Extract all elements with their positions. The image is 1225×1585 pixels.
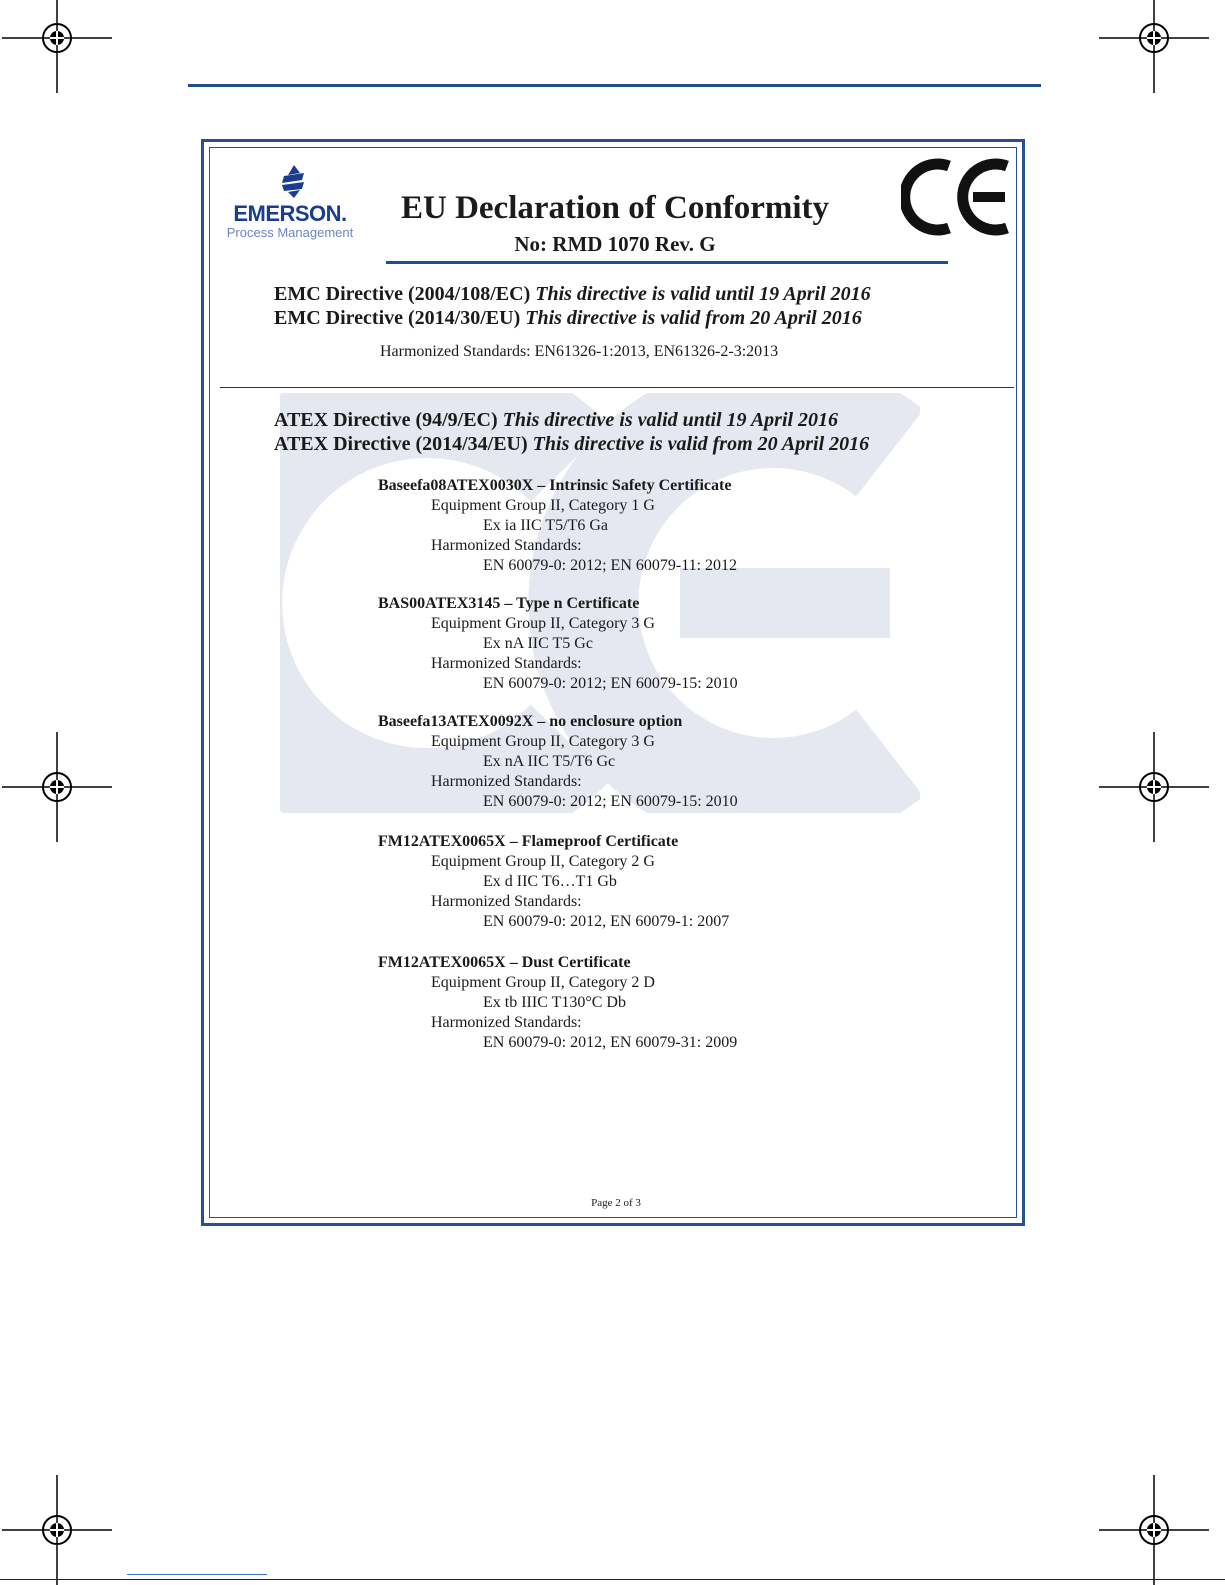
equipment-group: Equipment Group II, Category 1 G: [431, 497, 655, 514]
equipment-group: Equipment Group II, Category 2 D: [431, 974, 655, 991]
registration-mark-icon: [2, 0, 112, 93]
title-rule: [386, 261, 948, 264]
emc-directive-line-1: [274, 283, 871, 306]
emerson-logo-icon: [274, 163, 314, 199]
registration-mark-icon: [2, 1475, 112, 1585]
ex-marking: Ex nA IIC T5/T6 Gc: [483, 753, 616, 770]
harmonized-label: Harmonized Standards:: [431, 893, 582, 910]
ex-marking: Ex ia IIC T5/T6 Ga: [483, 517, 609, 534]
equipment-group: Equipment Group II, Category 3 G: [431, 615, 655, 632]
directive-name: ATEX Directive (94/9/EC): [274, 409, 498, 431]
atex-directive-line-2: [274, 433, 869, 456]
registration-mark-icon: [1099, 0, 1209, 93]
document-number: No: RMD 1070 Rev. G: [514, 232, 716, 256]
certificate-frame: [209, 147, 1017, 1218]
registration-mark-icon: [1099, 732, 1209, 842]
ce-mark-icon: [901, 154, 1013, 240]
emc-harmonized-standards: Harmonized Standards: EN61326-1:2013, EN61326-2-3:2013: [380, 343, 779, 360]
harmonized-standards: EN 60079-0: 2012; EN 60079-15: 2010: [483, 793, 738, 810]
directive-validity: This directive is valid until 19 April 2016: [535, 283, 871, 305]
header-rule: [188, 84, 1041, 87]
logo-subtitle: Process Management: [226, 225, 354, 240]
directive-name: EMC Directive (2014/30/EU): [274, 307, 521, 329]
harmonized-standards: EN 60079-0: 2012; EN 60079-15: 2010: [483, 675, 738, 692]
harmonized-standards: EN 60079-0: 2012, EN 60079-1: 2007: [483, 913, 730, 930]
directive-validity: This directive is valid until 19 April 2016: [502, 409, 839, 431]
ex-marking: Ex tb IIIC T130°C Db: [483, 994, 626, 1011]
emc-directive-line-2: [274, 307, 862, 330]
page-number: Page 2 of 3: [591, 1197, 641, 1209]
harmonized-label: Harmonized Standards:: [431, 537, 582, 554]
atex-directive-line-1: [274, 409, 838, 432]
registration-mark-icon: [1099, 1475, 1209, 1585]
logo-name: EMERSON.: [233, 201, 347, 226]
directive-validity: This directive is valid from 20 April 2016: [525, 307, 862, 329]
directive-name: ATEX Directive (2014/34/EU): [274, 433, 528, 455]
harmonized-label: Harmonized Standards:: [431, 655, 582, 672]
certificate-heading: Baseefa08ATEX0030X – Intrinsic Safety Certificate: [378, 477, 732, 494]
directive-name: EMC Directive (2004/108/EC): [274, 283, 531, 305]
ex-marking: Ex d IIC T6…T1 Gb: [483, 873, 617, 890]
registration-mark-icon: [2, 732, 112, 842]
certificate-heading: Baseefa13ATEX0092X – no enclosure option: [378, 713, 683, 730]
certificate-heading: FM12ATEX0065X – Dust Certificate: [378, 954, 631, 971]
certificate-page: [201, 139, 1025, 1226]
page-title: EU Declaration of Conformity: [400, 190, 829, 226]
directive-validity: This directive is valid from 20 April 2016: [532, 433, 870, 455]
equipment-group: Equipment Group II, Category 3 G: [431, 733, 655, 750]
certificate-heading: BAS00ATEX3145 – Type n Certificate: [378, 595, 640, 612]
harmonized-standards: EN 60079-0: 2012, EN 60079-31: 2009: [483, 1034, 738, 1051]
harmonized-label: Harmonized Standards:: [431, 773, 582, 790]
certificate-heading: FM12ATEX0065X – Flameproof Certificate: [378, 833, 679, 850]
equipment-group: Equipment Group II, Category 2 G: [431, 853, 655, 870]
harmonized-standards: EN 60079-0: 2012; EN 60079-11: 2012: [483, 557, 738, 574]
harmonized-label: Harmonized Standards:: [431, 1014, 582, 1031]
section-divider: [220, 387, 1014, 388]
footer-link-underline: [127, 1574, 267, 1575]
ex-marking: Ex nA IIC T5 Gc: [483, 635, 593, 652]
emerson-logo: [220, 163, 360, 243]
trim-line: [0, 1579, 1225, 1580]
